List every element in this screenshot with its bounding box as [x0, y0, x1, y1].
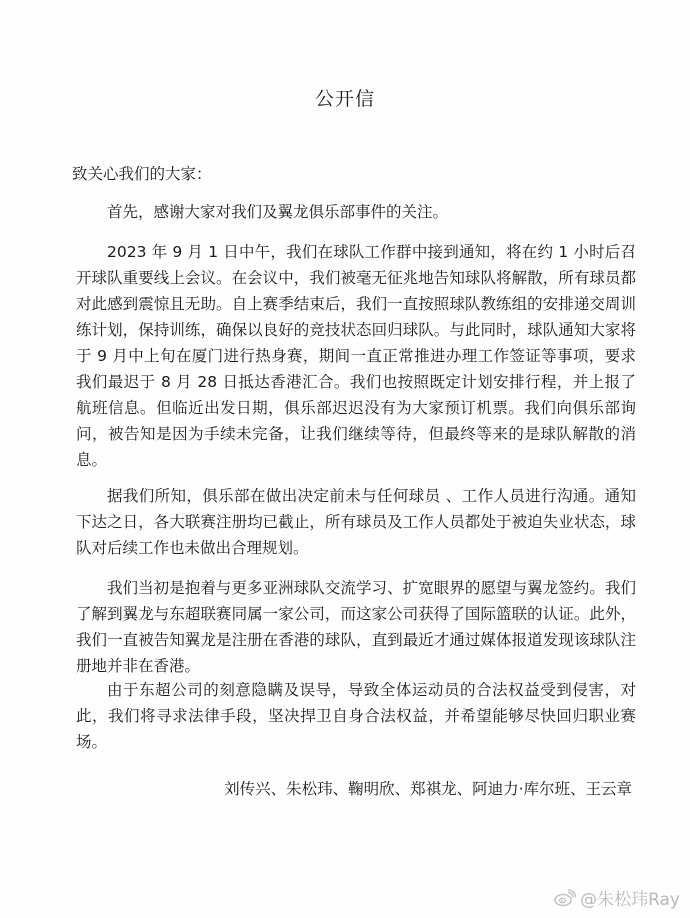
letter-paragraph-5: 由于东超公司的刻意隐瞒及误导，导致全体运动员的合法权益受到侵害，对此，我们将寻求法律手段，坚决捍卫自身合法权益，并希望能够尽快回归职业赛场。: [76, 681, 636, 751]
letter-salutation: 致关心我们的大家：: [72, 165, 212, 183]
letter-paragraph-2: 2023 年 9 月 1 日中午，我们在球队工作群中接到通知，将在约 1 小时后召开球队重要线上会议。在会议中，我们被毫无征兆地告知球队将解散，所有球员都对此感到震惊且无助。自上赛季结束后，我们一直按照球队教练组的安排递交周训练计划，保持训练，确保以良好的竞技状态回归球队。与此同时，球队通知大家将于 9 月中上旬在厦门进行热身赛，期间一直正常推进办理工作签证等事项，要求我们最迟于 8 月 28 日抵达香港汇合。我们也按照既定计划安排行程，并上报了航班信息。但临近出发日期，俱乐部迟迟没有为大家预订机票。我们向俱乐部询问，被告知是因为手续未完备，让我们继续等待，但最终等来的是球队解散的消息。: [76, 243, 636, 469]
letter-title: 公开信: [314, 88, 375, 110]
letter-paragraph-4: 我们当初是抱着与更多亚洲球队交流学习、扩宽眼界的愿望与翼龙签约。我们了解到翼龙与东超联赛同属一家公司，而这家公司获得了国际篮联的认证。此外，我们一直被告知翼龙是注册在香港的球队，直到最近才通过媒体报道发现该球队注册地并非在香港。: [76, 579, 636, 675]
letter-signatures: 刘传兴、朱松玮、鞠明欣、郑祺龙、阿迪力·库尔班、王云章: [224, 780, 632, 798]
letter-paragraph-1: 首先，感谢大家对我们及翼龙俱乐部事件的关注。: [107, 203, 449, 221]
weibo-icon: [554, 889, 576, 907]
letter-paragraph-3: 据我们所知，俱乐部在做出决定前未与任何球员 、工作人员进行沟通。通知下达之日，各大联赛注册均已截止，所有球员及工作人员都处于被迫失业状态，球队对后续工作也未做出合理规划。: [76, 487, 636, 557]
weibo-watermark: [554, 885, 680, 910]
watermark-handle: @朱松玮Ray: [580, 890, 680, 910]
